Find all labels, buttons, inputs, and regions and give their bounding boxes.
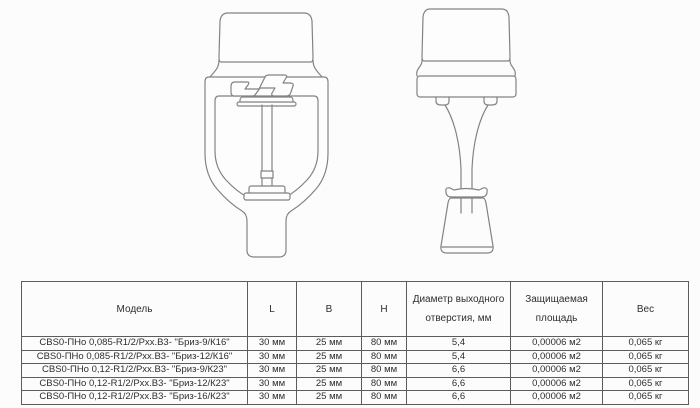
cap-neck-right	[510, 59, 515, 76]
cell-height: 80 мм	[362, 391, 407, 405]
spec-table	[21, 281, 689, 405]
cell-outlet-diameter: 6,6	[407, 364, 511, 378]
col-header-width: B	[297, 282, 362, 337]
deflector-plate	[244, 193, 290, 200]
col-header-outlet-diameter: Диаметр выходного отверстия, мм	[407, 282, 511, 337]
col-header-model: Модель	[22, 282, 248, 337]
cell-weight: 0,065 кг	[603, 337, 689, 351]
col-header-protected-area: Защищаемая площадь	[511, 282, 603, 337]
cell-model: СВS0-ПНо 0,12-R1/2/Рхх.В3- "Бриз-9/К23"	[22, 364, 248, 378]
cell-outlet-diameter: 5,4	[407, 350, 511, 364]
cell-outlet-diameter: 6,6	[407, 391, 511, 405]
table-row	[22, 391, 689, 405]
cell-length: 30 мм	[248, 350, 297, 364]
deflector-flange-side	[446, 188, 487, 197]
collar-lug-right	[484, 97, 497, 105]
table-row	[22, 337, 689, 351]
cell-weight: 0,065 кг	[603, 391, 689, 405]
cell-protected-area: 0,00006 м2	[511, 391, 603, 405]
cell-model: СВS0-ПНо 0,12-R1/2/Рхх.В3- "Бриз-12/К23"	[22, 377, 248, 391]
cell-width: 25 мм	[297, 337, 362, 351]
deflector-foot	[441, 198, 493, 253]
collar-lug-left	[436, 97, 449, 105]
cell-model: СВS0-ПНо 0,085-R1/2/Рхх.В3- "Бриз-9/К16"	[22, 337, 248, 351]
cell-width: 25 мм	[297, 377, 362, 391]
cell-height: 80 мм	[362, 350, 407, 364]
cell-height: 80 мм	[362, 364, 407, 378]
sprinkler-front-view-drawing	[185, 5, 350, 263]
cell-height: 80 мм	[362, 337, 407, 351]
stem-collar	[261, 171, 273, 178]
header-row	[22, 282, 689, 337]
cap-neck-left	[417, 59, 422, 76]
cap-skirt-right	[313, 60, 322, 77]
cell-width: 25 мм	[297, 364, 362, 378]
cell-outlet-diameter: 5,4	[407, 337, 511, 351]
sprinkler-cap-side	[422, 9, 510, 61]
cell-length: 30 мм	[248, 364, 297, 378]
cell-protected-area: 0,00006 м2	[511, 350, 603, 364]
table-row	[22, 377, 689, 391]
cell-weight: 0,065 кг	[603, 350, 689, 364]
cell-weight: 0,065 кг	[603, 377, 689, 391]
table-row	[22, 350, 689, 364]
seal-disc-lip	[237, 102, 296, 106]
cell-model: СВS0-ПНо 0,12-R1/2/Рхх.В3- "Бриз-16/К23"	[22, 391, 248, 405]
cell-length: 30 мм	[248, 337, 297, 351]
sprinkler-side-view-drawing	[405, 5, 530, 263]
sprinkler-cap	[219, 13, 313, 62]
cell-outlet-diameter: 6,6	[407, 377, 511, 391]
cell-protected-area: 0,00006 м2	[511, 364, 603, 378]
col-header-weight: Вес	[603, 282, 689, 337]
collar-block	[417, 76, 516, 97]
col-header-height: H	[362, 282, 407, 337]
cap-skirt-left	[210, 60, 219, 77]
cell-width: 25 мм	[297, 391, 362, 405]
col-header-length: L	[248, 282, 297, 337]
table-row	[22, 364, 689, 378]
cell-weight: 0,065 кг	[603, 364, 689, 378]
cell-length: 30 мм	[248, 377, 297, 391]
cell-width: 25 мм	[297, 350, 362, 364]
cell-height: 80 мм	[362, 377, 407, 391]
cell-protected-area: 0,00006 м2	[511, 337, 603, 351]
cell-protected-area: 0,00006 м2	[511, 377, 603, 391]
cell-model: СВS0-ПНо 0,085-R1/2/Рхх.В3- "Бриз-12/К16"	[22, 350, 248, 364]
cell-length: 30 мм	[248, 391, 297, 405]
